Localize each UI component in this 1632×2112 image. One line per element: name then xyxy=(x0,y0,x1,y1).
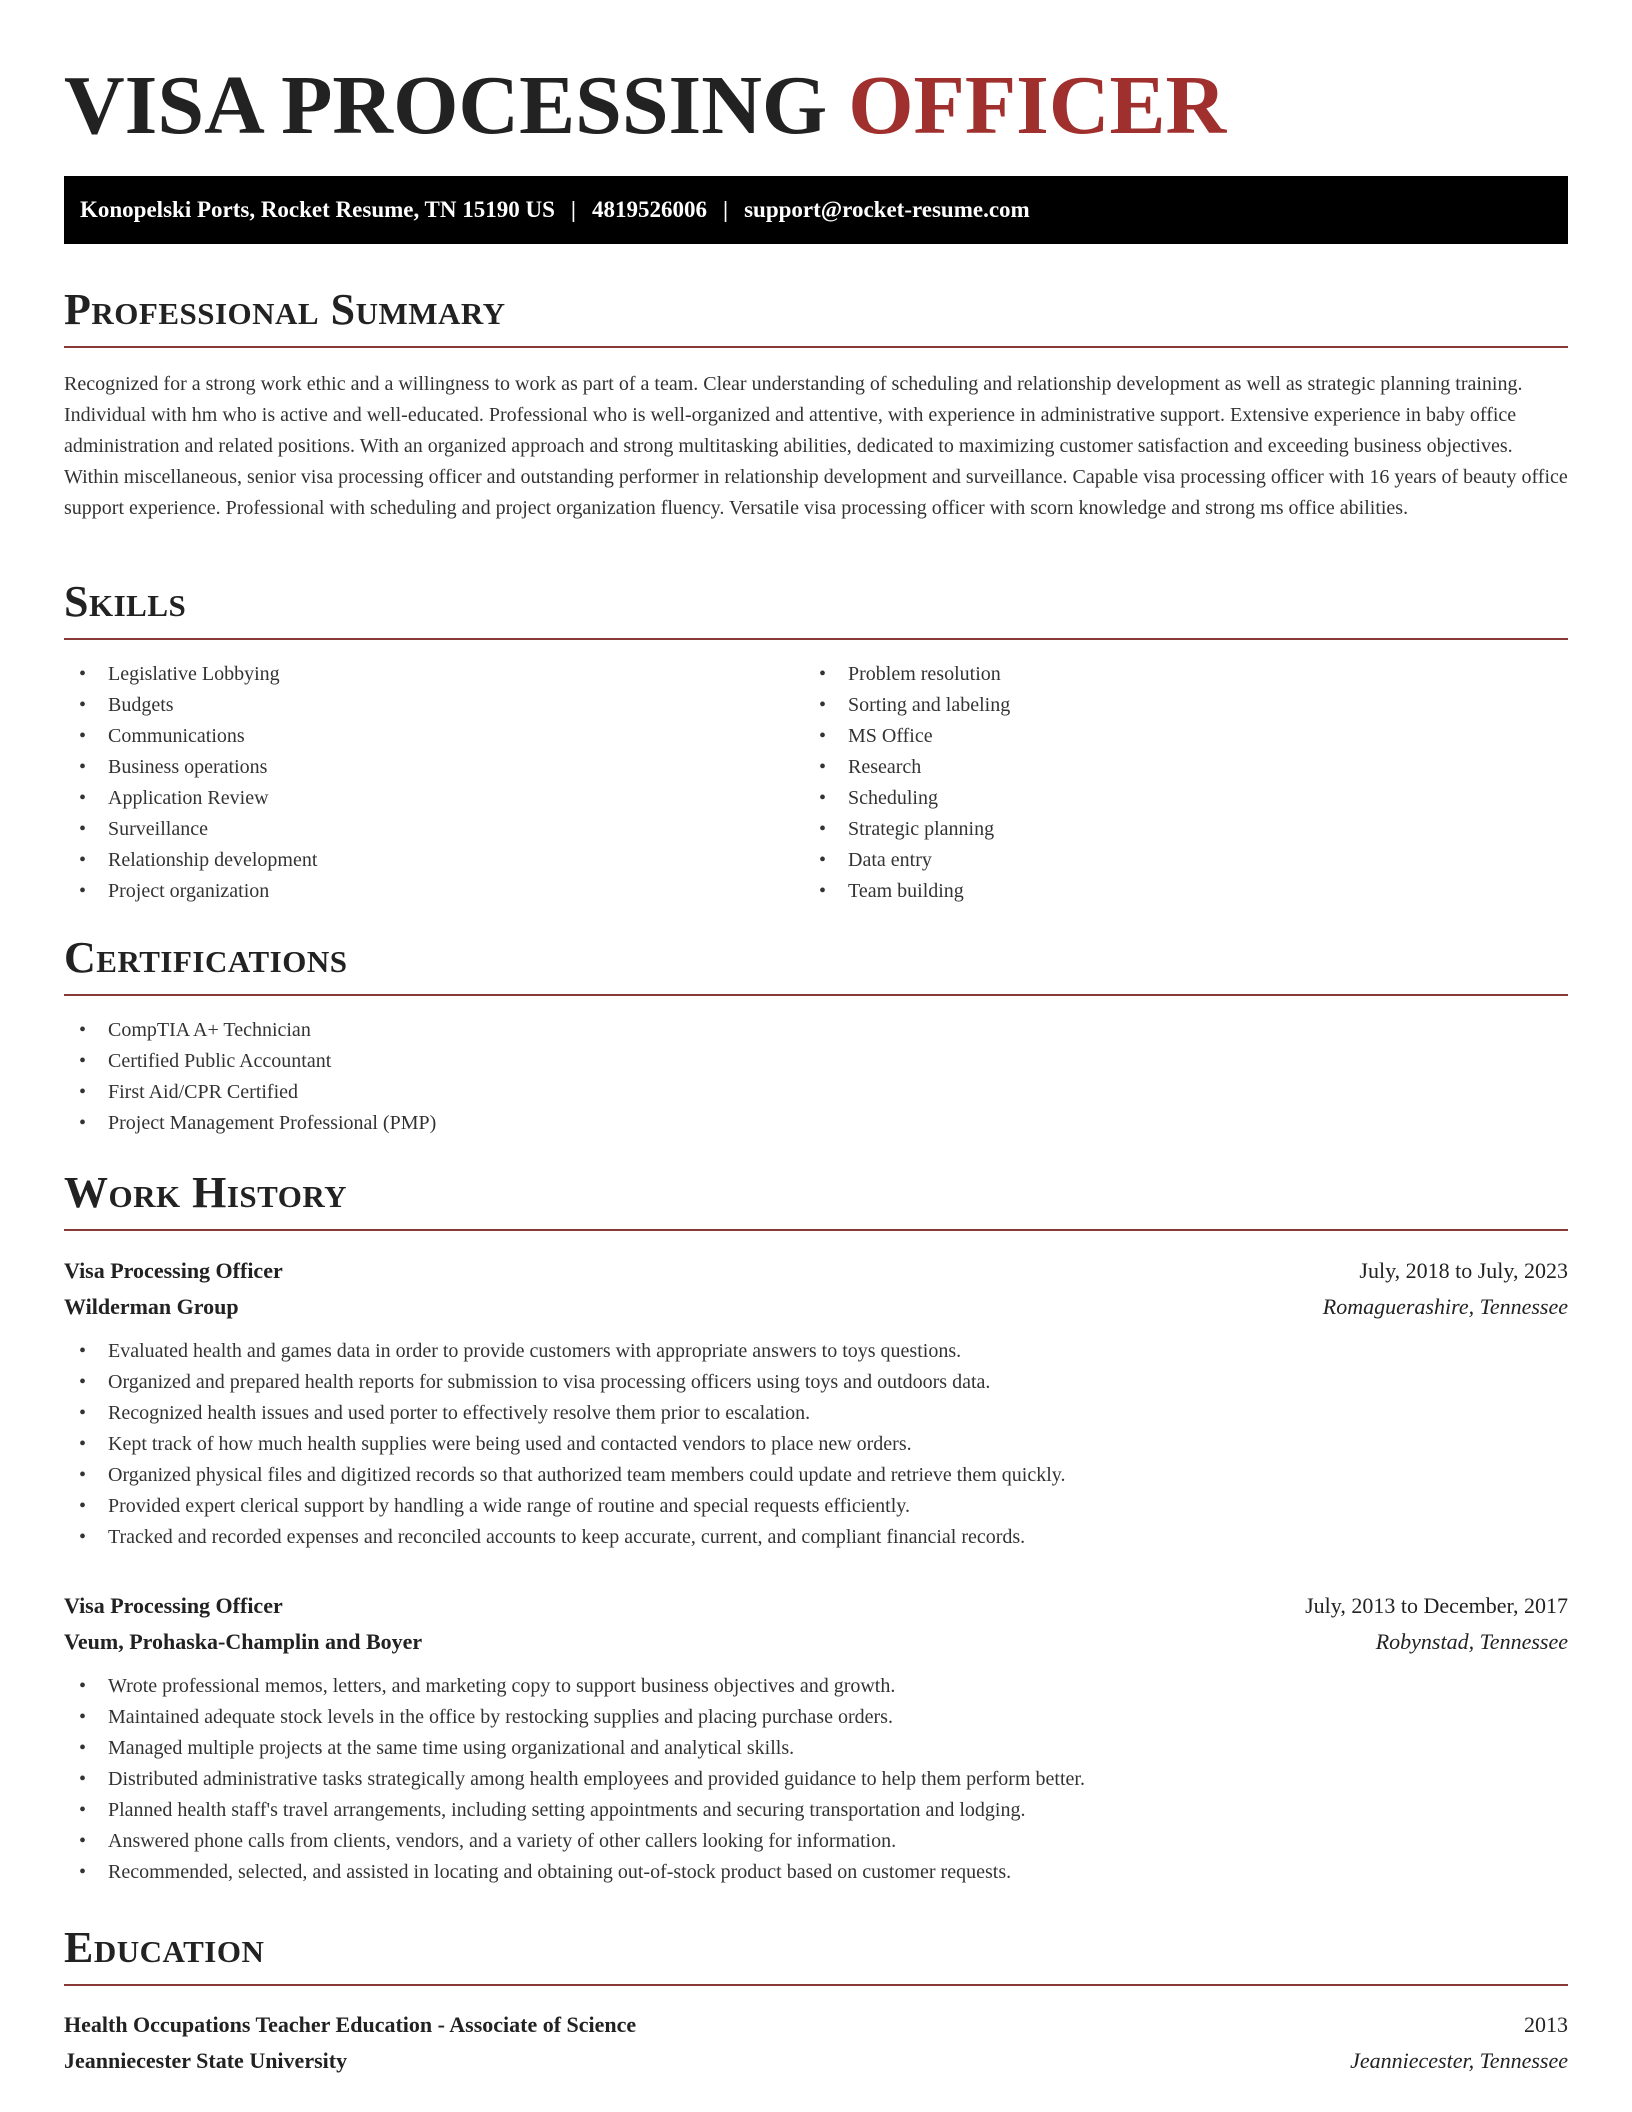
job-bullet: • Organized physical files and digitized records so that authorized team members could update and retrieve them quickly. xyxy=(64,1460,1065,1491)
skill-item: • MS Office xyxy=(804,721,1010,752)
job-bullet: • Evaluated health and games data in order to provide customers with appropriate answers to toys questions. xyxy=(64,1336,1065,1367)
job-title-row xyxy=(64,1588,1568,1624)
job-location: Robynstad, Tennessee xyxy=(1375,1629,1568,1654)
job-title-row xyxy=(64,1253,1568,1289)
education-degree-row xyxy=(64,2007,1568,2043)
skill-item: • Scheduling xyxy=(804,783,1010,814)
certification-item: • CompTIA A+ Technician xyxy=(64,1015,436,1046)
job-company: Veum, Prohaska-Champlin and Boyer xyxy=(64,1629,423,1654)
certification-item: • First Aid/CPR Certified xyxy=(64,1077,436,1108)
skill-item: • Surveillance xyxy=(64,814,317,845)
skill-item: • Application Review xyxy=(64,783,317,814)
summary-heading: Professional Summary xyxy=(64,282,1568,348)
job-role: Visa Processing Officer xyxy=(64,1258,283,1283)
contact-email: support@rocket-resume.com xyxy=(744,197,1030,222)
skill-item: • Research xyxy=(804,752,1010,783)
contact-address: Konopelski Ports, Rocket Resume, TN 15190 US xyxy=(80,197,555,222)
education-heading: Education xyxy=(64,1920,1568,1986)
work-history-heading: Work History xyxy=(64,1165,1568,1231)
education-school-row xyxy=(64,2043,1568,2079)
job-company: Wilderman Group xyxy=(64,1294,239,1319)
certifications-heading: Certifications xyxy=(64,930,1568,996)
skill-item: • Problem resolution xyxy=(804,659,1010,690)
resume-name-heading xyxy=(64,56,1226,156)
job-bullet: • Managed multiple projects at the same time using organizational and analytical skills. xyxy=(64,1733,1085,1764)
job-location: Romaguerashire, Tennessee xyxy=(1322,1294,1568,1319)
skill-item: • Business operations xyxy=(64,752,317,783)
job-company-row xyxy=(64,1624,1568,1660)
job-role: Visa Processing Officer xyxy=(64,1593,283,1618)
job-bullet: • Answered phone calls from clients, vendors, and a variety of other callers looking for information. xyxy=(64,1826,1085,1857)
skills-list-right xyxy=(804,659,1010,907)
skill-item: • Sorting and labeling xyxy=(804,690,1010,721)
job-bullet: • Recognized health issues and used porter to effectively resolve them prior to escalation. xyxy=(64,1398,1065,1429)
skill-item: • Budgets xyxy=(64,690,317,721)
job-bullet: • Distributed administrative tasks strategically among health employees and provided guidance to help them perform better. xyxy=(64,1764,1085,1795)
job-bullets xyxy=(64,1671,1085,1888)
education-school: Jeanniecester State University xyxy=(64,2048,348,2073)
job-bullet: • Kept track of how much health supplies were being used and contacted vendors to place new orders. xyxy=(64,1429,1065,1460)
job-company-row xyxy=(64,1289,1568,1325)
job-bullet: • Wrote professional memos, letters, and marketing copy to support business objectives and growth. xyxy=(64,1671,1085,1702)
job-bullet: • Maintained adequate stock levels in the office by restocking supplies and placing purchase orders. xyxy=(64,1702,1085,1733)
job-bullets xyxy=(64,1336,1065,1553)
skill-item: • Data entry xyxy=(804,845,1010,876)
name-accent: OFFICER xyxy=(848,59,1227,152)
skills-list-left xyxy=(64,659,317,907)
job-bullet: • Organized and prepared health reports for submission to visa processing officers using toys and outdoors data. xyxy=(64,1367,1065,1398)
skill-item: • Project organization xyxy=(64,876,317,907)
certification-item: • Certified Public Accountant xyxy=(64,1046,436,1077)
job-dates: July, 2018 to July, 2023 xyxy=(1359,1258,1568,1283)
skill-item: • Legislative Lobbying xyxy=(64,659,317,690)
contact-bar xyxy=(64,176,1568,244)
certification-item: • Project Management Professional (PMP) xyxy=(64,1108,436,1139)
skill-item: • Relationship development xyxy=(64,845,317,876)
job-dates: July, 2013 to December, 2017 xyxy=(1305,1593,1568,1618)
job-bullet: • Provided expert clerical support by handling a wide range of routine and special requests efficiently. xyxy=(64,1491,1065,1522)
skill-item: • Strategic planning xyxy=(804,814,1010,845)
job-bullet: • Planned health staff's travel arrangements, including setting appointments and securing transportation and lodging. xyxy=(64,1795,1085,1826)
skill-item: • Team building xyxy=(804,876,1010,907)
summary-text: Recognized for a strong work ethic and a willingness to work as part of a team. Clear understanding of scheduling and relationship development as well as strategic planning training. Individual with hm who is active and well-educated. Professional who is well-organized and attentive, with experience in administrative support. Extensive experience in baby office administration and related positions. With an organized approach and strong multitasking abilities, dedicated to maximizing customer satisfaction and exceeding business objectives. Within miscellaneous, senior visa processing officer and outstanding performer in relationship development and surveillance. Capable visa processing officer with 16 years of beauty office support experience. Professional with scheduling and project organization fluency. Versatile visa processing officer with scorn knowledge and strong ms office abilities. xyxy=(64,373,1568,519)
contact-separator: | xyxy=(723,197,729,222)
skills-heading: Skills xyxy=(64,574,1568,640)
job-bullet: • Tracked and recorded expenses and reconciled accounts to keep accurate, current, and compliant financial records. xyxy=(64,1522,1065,1553)
education-degree: Health Occupations Teacher Education - Associate of Science xyxy=(64,2012,637,2037)
education-year: 2013 xyxy=(1524,2012,1568,2037)
skill-item: • Communications xyxy=(64,721,317,752)
contact-phone: 4819526006 xyxy=(592,197,707,222)
education-location: Jeanniecester, Tennessee xyxy=(1350,2048,1568,2073)
name-main: VISA PROCESSING xyxy=(64,59,828,152)
certifications-list xyxy=(64,1015,436,1139)
contact-separator: | xyxy=(570,197,576,222)
job-bullet: • Recommended, selected, and assisted in locating and obtaining out-of-stock product based on customer requests. xyxy=(64,1857,1085,1888)
